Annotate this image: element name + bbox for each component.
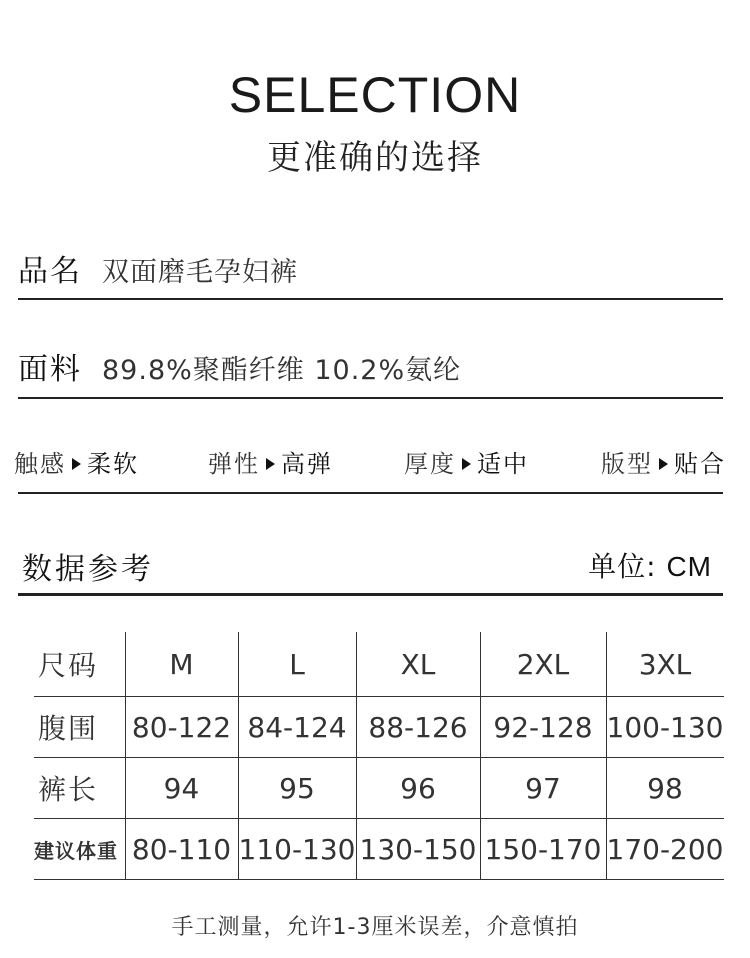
- table-cell: L: [238, 632, 356, 697]
- triangle-right-icon: [72, 458, 81, 470]
- feature-row: [14, 444, 744, 478]
- fabric-label: 面料: [18, 352, 82, 387]
- size-table: [34, 632, 724, 880]
- page-title: SELECTION: [228, 67, 522, 123]
- table-cell: 97: [480, 758, 606, 819]
- table-cell: 88-126: [356, 697, 480, 758]
- feature-thickness: [404, 444, 529, 479]
- table-cell: 98: [606, 758, 724, 819]
- divider-4: [18, 593, 723, 596]
- feature-label: 厚度: [404, 450, 456, 478]
- product-name-label: 品名: [18, 254, 82, 289]
- table-cell: 2XL: [480, 632, 606, 697]
- size-section-title: 数据参考: [22, 552, 154, 587]
- feature-value: 适中: [477, 450, 529, 478]
- page-subtitle: 更准确的选择: [267, 138, 483, 178]
- table-row: [34, 697, 724, 758]
- triangle-right-icon: [266, 458, 275, 470]
- table-cell: 96: [356, 758, 480, 819]
- triangle-right-icon: [659, 458, 668, 470]
- feature-value: 高弹: [281, 450, 333, 478]
- table-row-header: 尺码: [34, 632, 125, 697]
- fabric-value: 89.8%聚酯纤维 10.2%氨纶: [102, 355, 462, 386]
- feature-touch: [14, 444, 139, 479]
- feature-value: 贴合: [674, 450, 726, 478]
- table-cell: 95: [238, 758, 356, 819]
- table-cell: 92-128: [480, 697, 606, 758]
- table-row: [34, 819, 724, 880]
- feature-label: 触感: [14, 450, 66, 478]
- table-cell: 80-110: [125, 819, 238, 880]
- table-cell: 170-200: [606, 819, 724, 880]
- feature-fit: [601, 444, 726, 479]
- table-row-header: 建议体重: [34, 819, 125, 880]
- table-cell: M: [125, 632, 238, 697]
- unit-text: 单位:: [588, 550, 657, 583]
- feature-elasticity: [208, 444, 333, 479]
- table-cell: XL: [356, 632, 480, 697]
- table-row: [34, 632, 724, 697]
- triangle-right-icon: [462, 458, 471, 470]
- unit-value: CM: [666, 551, 712, 582]
- table-row: [34, 758, 724, 819]
- table-row-header: 裤长: [34, 758, 125, 819]
- table-cell: 150-170: [480, 819, 606, 880]
- table-cell: 80-122: [125, 697, 238, 758]
- unit-label: [588, 545, 712, 585]
- feature-label: 弹性: [208, 450, 260, 478]
- divider-1: [18, 298, 723, 300]
- divider-3: [18, 492, 723, 494]
- table-cell: 84-124: [238, 697, 356, 758]
- product-name-row: [18, 246, 723, 290]
- feature-label: 版型: [601, 450, 653, 478]
- fabric-row: [18, 344, 723, 388]
- table-cell: 94: [125, 758, 238, 819]
- product-name-value: 双面磨毛孕妇裤: [102, 257, 298, 288]
- divider-2: [18, 397, 723, 399]
- measurement-note: 手工测量，允许1-3厘米误差，介意慎拍: [171, 915, 579, 940]
- table-cell: 110-130: [238, 819, 356, 880]
- table-row-header: 腹围: [34, 697, 125, 758]
- table-cell: 3XL: [606, 632, 724, 697]
- table-cell: 130-150: [356, 819, 480, 880]
- feature-value: 柔软: [87, 450, 139, 478]
- table-cell: 100-130: [606, 697, 724, 758]
